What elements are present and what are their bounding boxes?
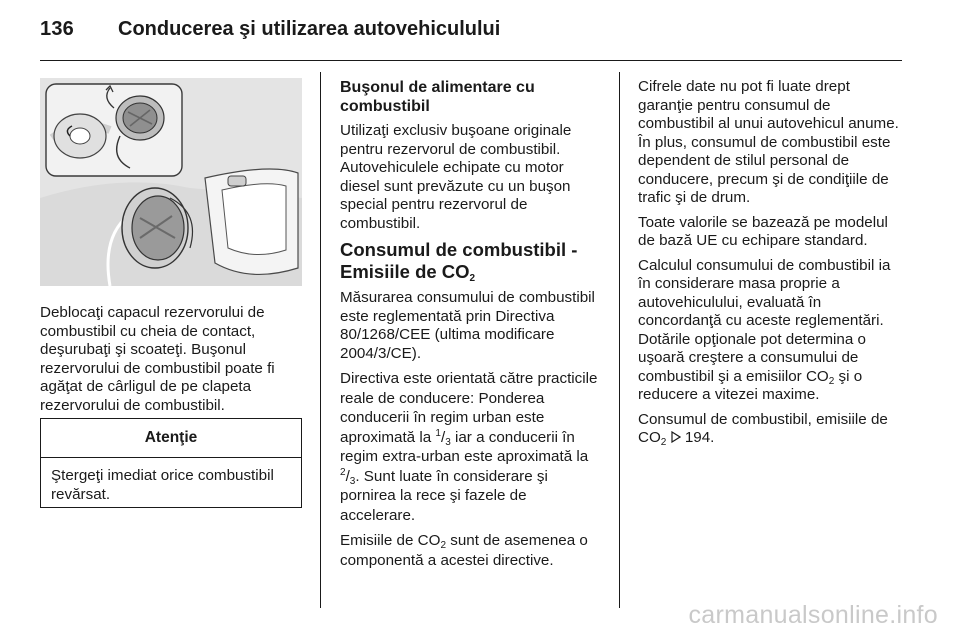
warning-box [40, 418, 302, 508]
column-divider-1 [320, 72, 321, 608]
watermark: carmanualsonline.info [688, 601, 938, 629]
warning-text: Ştergeţi imediat orice combustibil revărsat. [51, 467, 274, 503]
consumption-paragraph-2: Directiva este orientată către practicile reale de conducere: Ponderea conducerii în regim urban este aproximată la $^1/_3$ iar a conducerii în regim extra-urban este aproximată la $^2/_3$. Sunt luate în considerare şi pornirea la rece şi fazele de accelerare. [340, 370, 598, 524]
page-reference-link[interactable]: 194. [684, 429, 715, 446]
fuel-cap-illustration [40, 78, 302, 286]
page-number: 136 [40, 18, 74, 40]
column-1-text [40, 304, 302, 421]
mass-calculation-paragraph: Calculul consumului de combustibil ia în considerare masa proprie a autovehiculului, evaluată în concordanţă cu aceste reglementări. Dotările opţionale pot determina o uşoară creştere a consumului de combustibil şi a emisiilor $CO_2$ şi o reducere a vitezei maxime. [638, 256, 891, 403]
column-divider-2 [619, 72, 620, 608]
warning-title: Atenţie [41, 419, 301, 458]
section-heading-consumption: Consumul de combustibil - Emisiile de $CO_2$ [340, 239, 578, 284]
header-divider [40, 60, 902, 61]
column-3 [638, 78, 906, 454]
consumption-paragraph-3: Emisiile de $CO_2$ sunt de asemenea o componentă a acestei directive. [340, 532, 588, 569]
cross-reference-paragraph: Consumul de combustibil, emisiile de $CO_2$ 194. [638, 410, 888, 448]
base-model-paragraph: Toate valorile se bazează pe modelul de bază UE cu echipare standard. [638, 213, 888, 249]
reference-arrow-icon [671, 431, 681, 443]
column-2 [340, 78, 602, 576]
consumption-paragraph-1: Măsurarea consumului de combustibil este reglementată prin Directiva 80/1268/CEE (ultima modificare 2004/3/CE). [340, 289, 595, 362]
section-heading-fuel-cap: Buşonul de alimentare cu combustibil [340, 79, 535, 115]
page-title: Conducerea şi utilizarea autovehiculului [118, 18, 501, 40]
fuel-cap-paragraph: Utilizaţi exclusiv buşoane originale pentru rezervorul de combustibil. Autovehiculele echipate cu motor diesel sunt prevăzute cu un buşon special pentru rezervorul de combustibil. [340, 122, 572, 232]
disclaimer-paragraph: Cifrele date nu pot fi luate drept garanţie pentru consumul de combustibil al unui autovehicul anume. În plus, consumul de combustibil este dependent de stilul personal de conducere, precum şi de condiţiile de trafic şi de drum. [638, 78, 899, 206]
cap-instructions-paragraph: Deblocaţi capacul rezervorului de combustibil cu cheia de contact, deşurubaţi şi scoateţi. Buşonul rezervorului de combustibil poate fi agăţat de cârligul de pe clapeta rezervorului de combustibil. [40, 304, 275, 414]
